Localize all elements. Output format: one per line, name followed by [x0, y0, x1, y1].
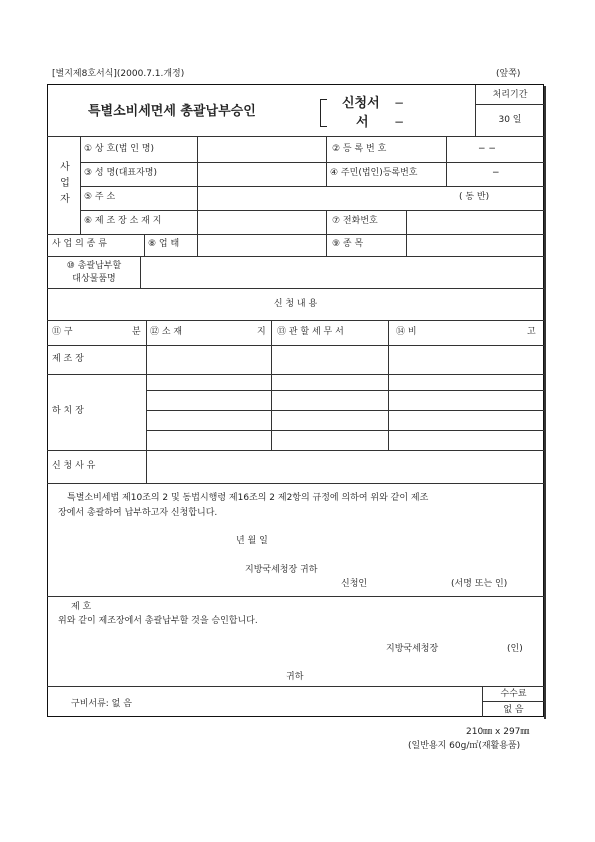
- col-location-header-end: 지: [257, 327, 266, 337]
- goods-label-line1: ⑩ 총괄납부할: [66, 261, 122, 271]
- processing-value: 30 일: [498, 115, 522, 125]
- col-remarks-header-end: 고: [527, 327, 536, 337]
- form-reference: [별지제8호서식](2000.7.1.개정): [52, 69, 185, 79]
- col-type-header-end: 분: [132, 327, 141, 337]
- resident-no-value: −: [492, 168, 500, 178]
- declaration-line2: 장에서 총괄하여 납부하고자 신청합니다.: [58, 508, 218, 518]
- processing-label: 처리기간: [492, 90, 528, 100]
- approval-number-label: 제 호: [71, 602, 92, 612]
- address-suffix: ( 동 반): [459, 192, 490, 202]
- col-tax-office-header: ⑬ 관 할 세 무 서: [277, 327, 344, 337]
- biz-type-label: 사 업 의 종 류: [52, 239, 107, 249]
- phone-label: ⑦ 전화번호: [332, 216, 378, 226]
- declaration-line1: 특별소비세법 제10조의 2 및 동법시행령 제16조의 2 제2항의 규정에 의하여 위와 같이 제조: [67, 493, 429, 503]
- fee-label: 수수료: [500, 689, 527, 699]
- row-storage-label: 하 치 장: [52, 406, 84, 416]
- approval-recipient: 귀하: [286, 672, 304, 682]
- paper-size: 210㎜ x 297㎜: [466, 727, 530, 737]
- applicant-label: 신청인: [341, 579, 368, 589]
- rep-name-label: ③ 성 명(대표자명): [84, 168, 157, 178]
- row-reason-label: 신 청 사 유: [52, 461, 96, 471]
- declaration-date: 년 월 일: [236, 536, 268, 546]
- biz-status-label: ⑧ 업 태: [148, 239, 180, 249]
- reg-no-label: ② 등 록 번 호: [332, 144, 387, 154]
- address-label: ⑤ 주 소: [84, 192, 116, 202]
- col-type-header: ⑪ 구: [52, 327, 73, 337]
- approval-authority: 지방국세청장: [386, 644, 439, 654]
- company-name-label: ① 상 호(법 인 명): [84, 144, 155, 154]
- application-label: 신청서: [342, 96, 380, 111]
- form-shadow-right: [544, 86, 546, 719]
- approval-text: 위와 같이 제조장에서 총괄납부할 것을 승인합니다.: [58, 616, 258, 626]
- item-label: ⑨ 종 목: [332, 239, 364, 249]
- page-side-label: (앞쪽): [496, 69, 521, 79]
- title-bracket: [320, 99, 327, 127]
- col-location-header: ⑫ 소 재: [150, 327, 183, 337]
- title-dash: −: [394, 96, 405, 110]
- row-factory-label: 제 조 장: [52, 354, 84, 364]
- business-section-label: 사 업 자: [60, 162, 70, 205]
- signature-label: (서명 또는 인): [451, 579, 508, 589]
- factory-location-label: ⑥ 제 조 장 소 재 지: [84, 216, 162, 226]
- addressee: 지방국세청장 귀하: [245, 565, 318, 575]
- col-remarks-header: ⑭ 비: [396, 327, 417, 337]
- document-label: 서: [356, 115, 369, 130]
- form-title: 특별소비세면세 총괄납부승인: [88, 104, 256, 119]
- goods-label-line2: 대상물품명: [72, 274, 116, 284]
- approval-seal: (인): [507, 644, 523, 654]
- fee-value: 없 음: [503, 705, 524, 715]
- title-dash: −: [394, 115, 405, 129]
- resident-no-label: ④ 주민(법인)등록번호: [330, 168, 418, 178]
- application-section-title: 신 청 내 용: [273, 299, 318, 309]
- paper-spec: (일반용지 60g/㎡(재활용품): [408, 741, 521, 751]
- reg-no-value: − −: [478, 144, 496, 154]
- attachments-label: 구비서류: 없 음: [71, 699, 132, 709]
